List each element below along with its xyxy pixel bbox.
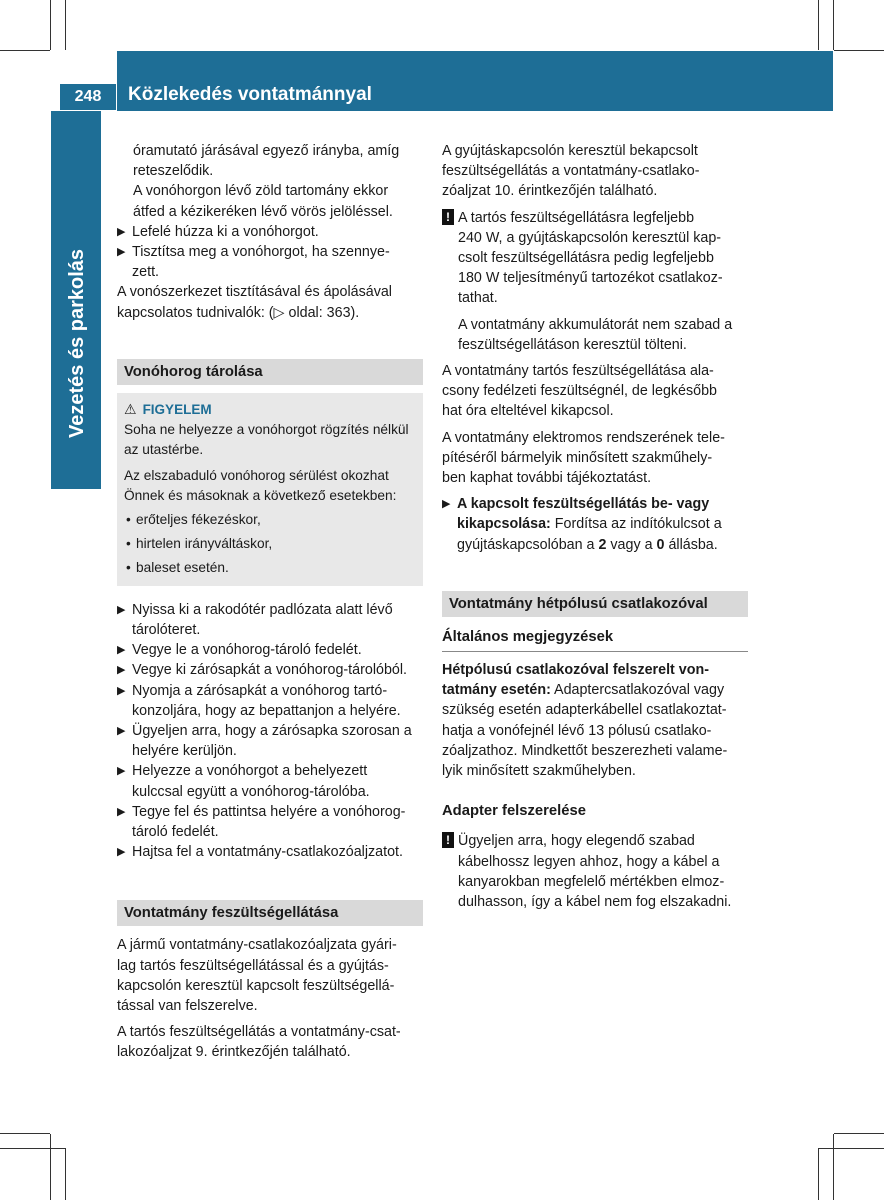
text-line: lyik minősített szakműhelyben.	[442, 763, 636, 780]
step-arrow-icon: ▶	[117, 846, 126, 859]
step-arrow-icon: ▶	[117, 664, 126, 677]
warning-bullet: • hirtelen irányváltáskor,	[124, 534, 416, 554]
subheading-general: Általános megjegyzések	[442, 627, 748, 652]
text-line: Ügyeljen arra, hogy elegendő szabad	[458, 833, 695, 850]
text-line: tároló fedelét.	[132, 824, 219, 841]
text-line: kapcsolatos tudnivalók: (▷ oldal: 363).	[117, 304, 360, 321]
continued-step	[117, 141, 423, 222]
text-line: A vonóhorgon lévő zöld tartomány ekkor	[133, 183, 389, 200]
step-item	[117, 842, 423, 862]
text-line: 180 W teljesítményű tartozékot csatlakoz-	[458, 270, 723, 287]
warning-bullet: • erőteljes fékezéskor,	[124, 510, 416, 530]
warning-triangle-icon: ⚠	[124, 400, 137, 417]
paragraph	[442, 141, 748, 202]
section-heading-seven-pin: Vontatmány hétpólusú csatlakozóval	[442, 591, 748, 617]
step-text: vagy a	[606, 536, 657, 553]
text-line: Lefelé húzza ki a vonóhorgot.	[132, 223, 319, 240]
step-arrow-icon: ▶	[117, 805, 126, 818]
warning-bullet: • baleset esetén.	[124, 558, 416, 578]
crop-mark	[65, 0, 66, 50]
key-position: 0	[656, 536, 665, 553]
text-line: hat óra elteltével kikapcsol.	[442, 403, 614, 420]
page-number: 248	[60, 84, 116, 110]
text-line: csony fedélzeti feszültségnél, de legkésőbb	[442, 383, 717, 400]
para-lead: Hétpólusú csatlakozóval felszerelt von-	[442, 662, 709, 679]
crop-mark	[0, 50, 50, 51]
care-paragraph	[117, 282, 423, 322]
crop-mark	[834, 1133, 884, 1134]
text-line: Ügyeljen arra, hogy a zárósapka szorosan a	[132, 723, 412, 740]
text-line: A jármű vontatmány-csatlakozóaljzata gyári-	[117, 937, 397, 954]
text-line: Tisztítsa meg a vonóhorgot, ha szennye-	[132, 244, 390, 261]
text-line: lakozóaljzat 9. érintkezőjén található.	[117, 1044, 351, 1061]
text-line: A tartós feszültségellátásra legfeljebb	[458, 209, 695, 226]
text-line: helyére kerüljön.	[132, 743, 237, 760]
text-line: dulhasson, így a kábel nem fog elszakadni.	[458, 894, 732, 911]
step-item	[117, 802, 423, 842]
warning-box	[117, 393, 423, 586]
exclamation-icon: !	[442, 832, 454, 848]
para-lead: tatmány esetén:	[442, 682, 551, 699]
text-line: Önnek és másoknak a következő esetekben:	[124, 487, 397, 503]
crop-mark	[818, 0, 819, 50]
step-arrow-icon: ▶	[442, 498, 451, 511]
step-text: Fordítsa az indítókulcsot a	[550, 516, 722, 533]
text-line: A vontatmány elektromos rendszerének tele-	[442, 429, 725, 446]
step-item	[117, 761, 423, 801]
crop-mark	[834, 50, 884, 51]
text-line: kapcsolón keresztül kapcsolt feszültségellá-	[117, 977, 395, 994]
text-line: feszültségellátás a vontatmány-csatlako-	[442, 163, 700, 180]
step-item	[117, 600, 423, 640]
text-line: A vontatmány tartós feszültségellátása ala-	[442, 363, 714, 380]
step-text: állásba.	[664, 536, 718, 553]
text-line: zett.	[132, 264, 160, 281]
text-line: hatja a vonófejnél lévő 13 pólusú csatlako-	[442, 722, 712, 739]
text-line: A gyújtáskapcsolón keresztül bekapcsolt	[442, 143, 698, 159]
text-line: Vegye ki zárósapkát a vonóhorog-tárolóból.	[132, 662, 407, 679]
step-item	[117, 660, 423, 680]
text-line: átfed a kézikeréken lévő vörös jelöléssel.	[133, 203, 393, 220]
text-line: szükség esetén adapterkábellel csatlakoztat-	[442, 702, 727, 719]
text-line: Hajtsa fel a vontatmány-csatlakozóaljzatot.	[132, 844, 403, 861]
crop-mark	[818, 1148, 819, 1200]
crop-mark	[65, 1148, 66, 1200]
power-paragraph	[117, 1022, 423, 1062]
step-lead: kikapcsolása:	[457, 516, 551, 533]
text-line: Az elszabaduló vonóhorog sérülést okozhat	[124, 467, 389, 483]
text-line: Soha ne helyezze a vonóhorgot rögzítés nélkül	[124, 421, 409, 437]
crop-mark	[833, 1134, 834, 1200]
step-text: gyújtáskapcsolóban a	[457, 536, 599, 553]
text-line: lag tartós feszültségellátással és a gyújtás-	[117, 957, 389, 974]
text-line: óramutató járásával egyező irányba, amíg	[133, 143, 400, 159]
text-line: zóaljzat 10. érintkezőjén található.	[442, 183, 658, 200]
text-line: tathat.	[458, 290, 498, 307]
step-arrow-icon: ▶	[117, 725, 126, 738]
right-column	[442, 141, 748, 912]
left-column	[117, 141, 423, 1063]
text-line: Nyissa ki a rakodótér padlózata alatt lévő	[132, 601, 393, 618]
crop-mark	[50, 1134, 51, 1200]
crop-mark	[50, 0, 51, 50]
text-line: csolt feszültségellátásra pedig legfeljebb	[458, 250, 714, 267]
text-line: Helyezze a vonóhorgot a behelyezett	[132, 763, 368, 780]
step-item	[442, 494, 748, 555]
step-item	[117, 242, 423, 282]
note-box	[442, 831, 748, 912]
step-arrow-icon: ▶	[117, 644, 126, 657]
exclamation-icon: !	[442, 209, 454, 225]
text-line: az utastérbe.	[124, 441, 204, 457]
step-item	[117, 681, 423, 721]
text-line: kulccsal együtt a vonóhorog-tárolóba.	[132, 783, 370, 800]
section-heading-storage: Vonóhorog tárolása	[117, 359, 423, 385]
paragraph	[442, 361, 748, 422]
crop-mark	[0, 1148, 65, 1149]
section-heading-power: Vontatmány feszültségellátása	[117, 900, 423, 926]
paragraph	[442, 428, 748, 489]
text-line: Tegye fel és pattintsa helyére a vonóhorog-	[132, 803, 406, 820]
text-line: A tartós feszültségellátás a vontatmány-csat-	[117, 1024, 401, 1041]
warning-title: FIGYELEM	[142, 401, 212, 417]
text-line: Vegye le a vonóhorog-tároló fedelét.	[132, 642, 362, 659]
storage-steps	[117, 600, 423, 863]
crop-mark	[833, 0, 834, 50]
text-line: tással van felszerelve.	[117, 998, 258, 1015]
step-item	[117, 640, 423, 660]
step-arrow-icon: ▶	[117, 684, 126, 697]
crop-mark	[0, 1133, 50, 1134]
text-line: konzoljára, hogy az bepattanjon a helyére.	[132, 702, 401, 719]
step-item	[117, 222, 423, 242]
crop-mark	[818, 1148, 884, 1149]
step-arrow-icon: ▶	[117, 225, 126, 238]
text-line: feszültségellátáson keresztül tölteni.	[458, 336, 687, 353]
text-line: zóaljzathoz. Mindkettőt beszerezheti valame-	[442, 742, 728, 759]
key-position: 2	[598, 536, 607, 553]
power-paragraph	[117, 935, 423, 1016]
text-line: kanyarokban megfelelő mértékben elmoz-	[458, 873, 725, 890]
page-title: Közlekedés vontatmánnyal	[128, 84, 372, 105]
paragraph	[442, 660, 748, 781]
step-item	[117, 721, 423, 761]
text-line: kábelhossz legyen ahhoz, hogy a kábel a	[458, 853, 720, 870]
para-text: Adaptercsatlakozóval vagy	[550, 682, 725, 699]
text-line: 240 W, a gyújtáskapcsolón keresztül kap-	[458, 229, 722, 246]
text-line: ben kaphat további tájékoztatást.	[442, 470, 652, 487]
text-line: reteszelődik.	[133, 163, 214, 180]
warning-header	[124, 399, 416, 420]
step-lead: A kapcsolt feszültségellátás be- vagy	[457, 496, 710, 513]
subheading-adapter: Adapter felszerelése	[442, 803, 586, 820]
text-line: A vontatmány akkumulátorát nem szabad a	[458, 316, 733, 333]
step-arrow-icon: ▶	[117, 246, 126, 259]
step-arrow-icon: ▶	[117, 603, 126, 616]
text-line: A vonószerkezet tisztításával és ápolásával	[117, 284, 392, 301]
text-line: pítéséről bármelyik minősített szakműhely-	[442, 449, 713, 466]
note-box	[442, 208, 748, 355]
step-arrow-icon: ▶	[117, 765, 126, 778]
text-line: tárolóteret.	[132, 622, 201, 639]
text-line: Nyomja a zárósapkát a vonóhorog tartó-	[132, 682, 388, 699]
